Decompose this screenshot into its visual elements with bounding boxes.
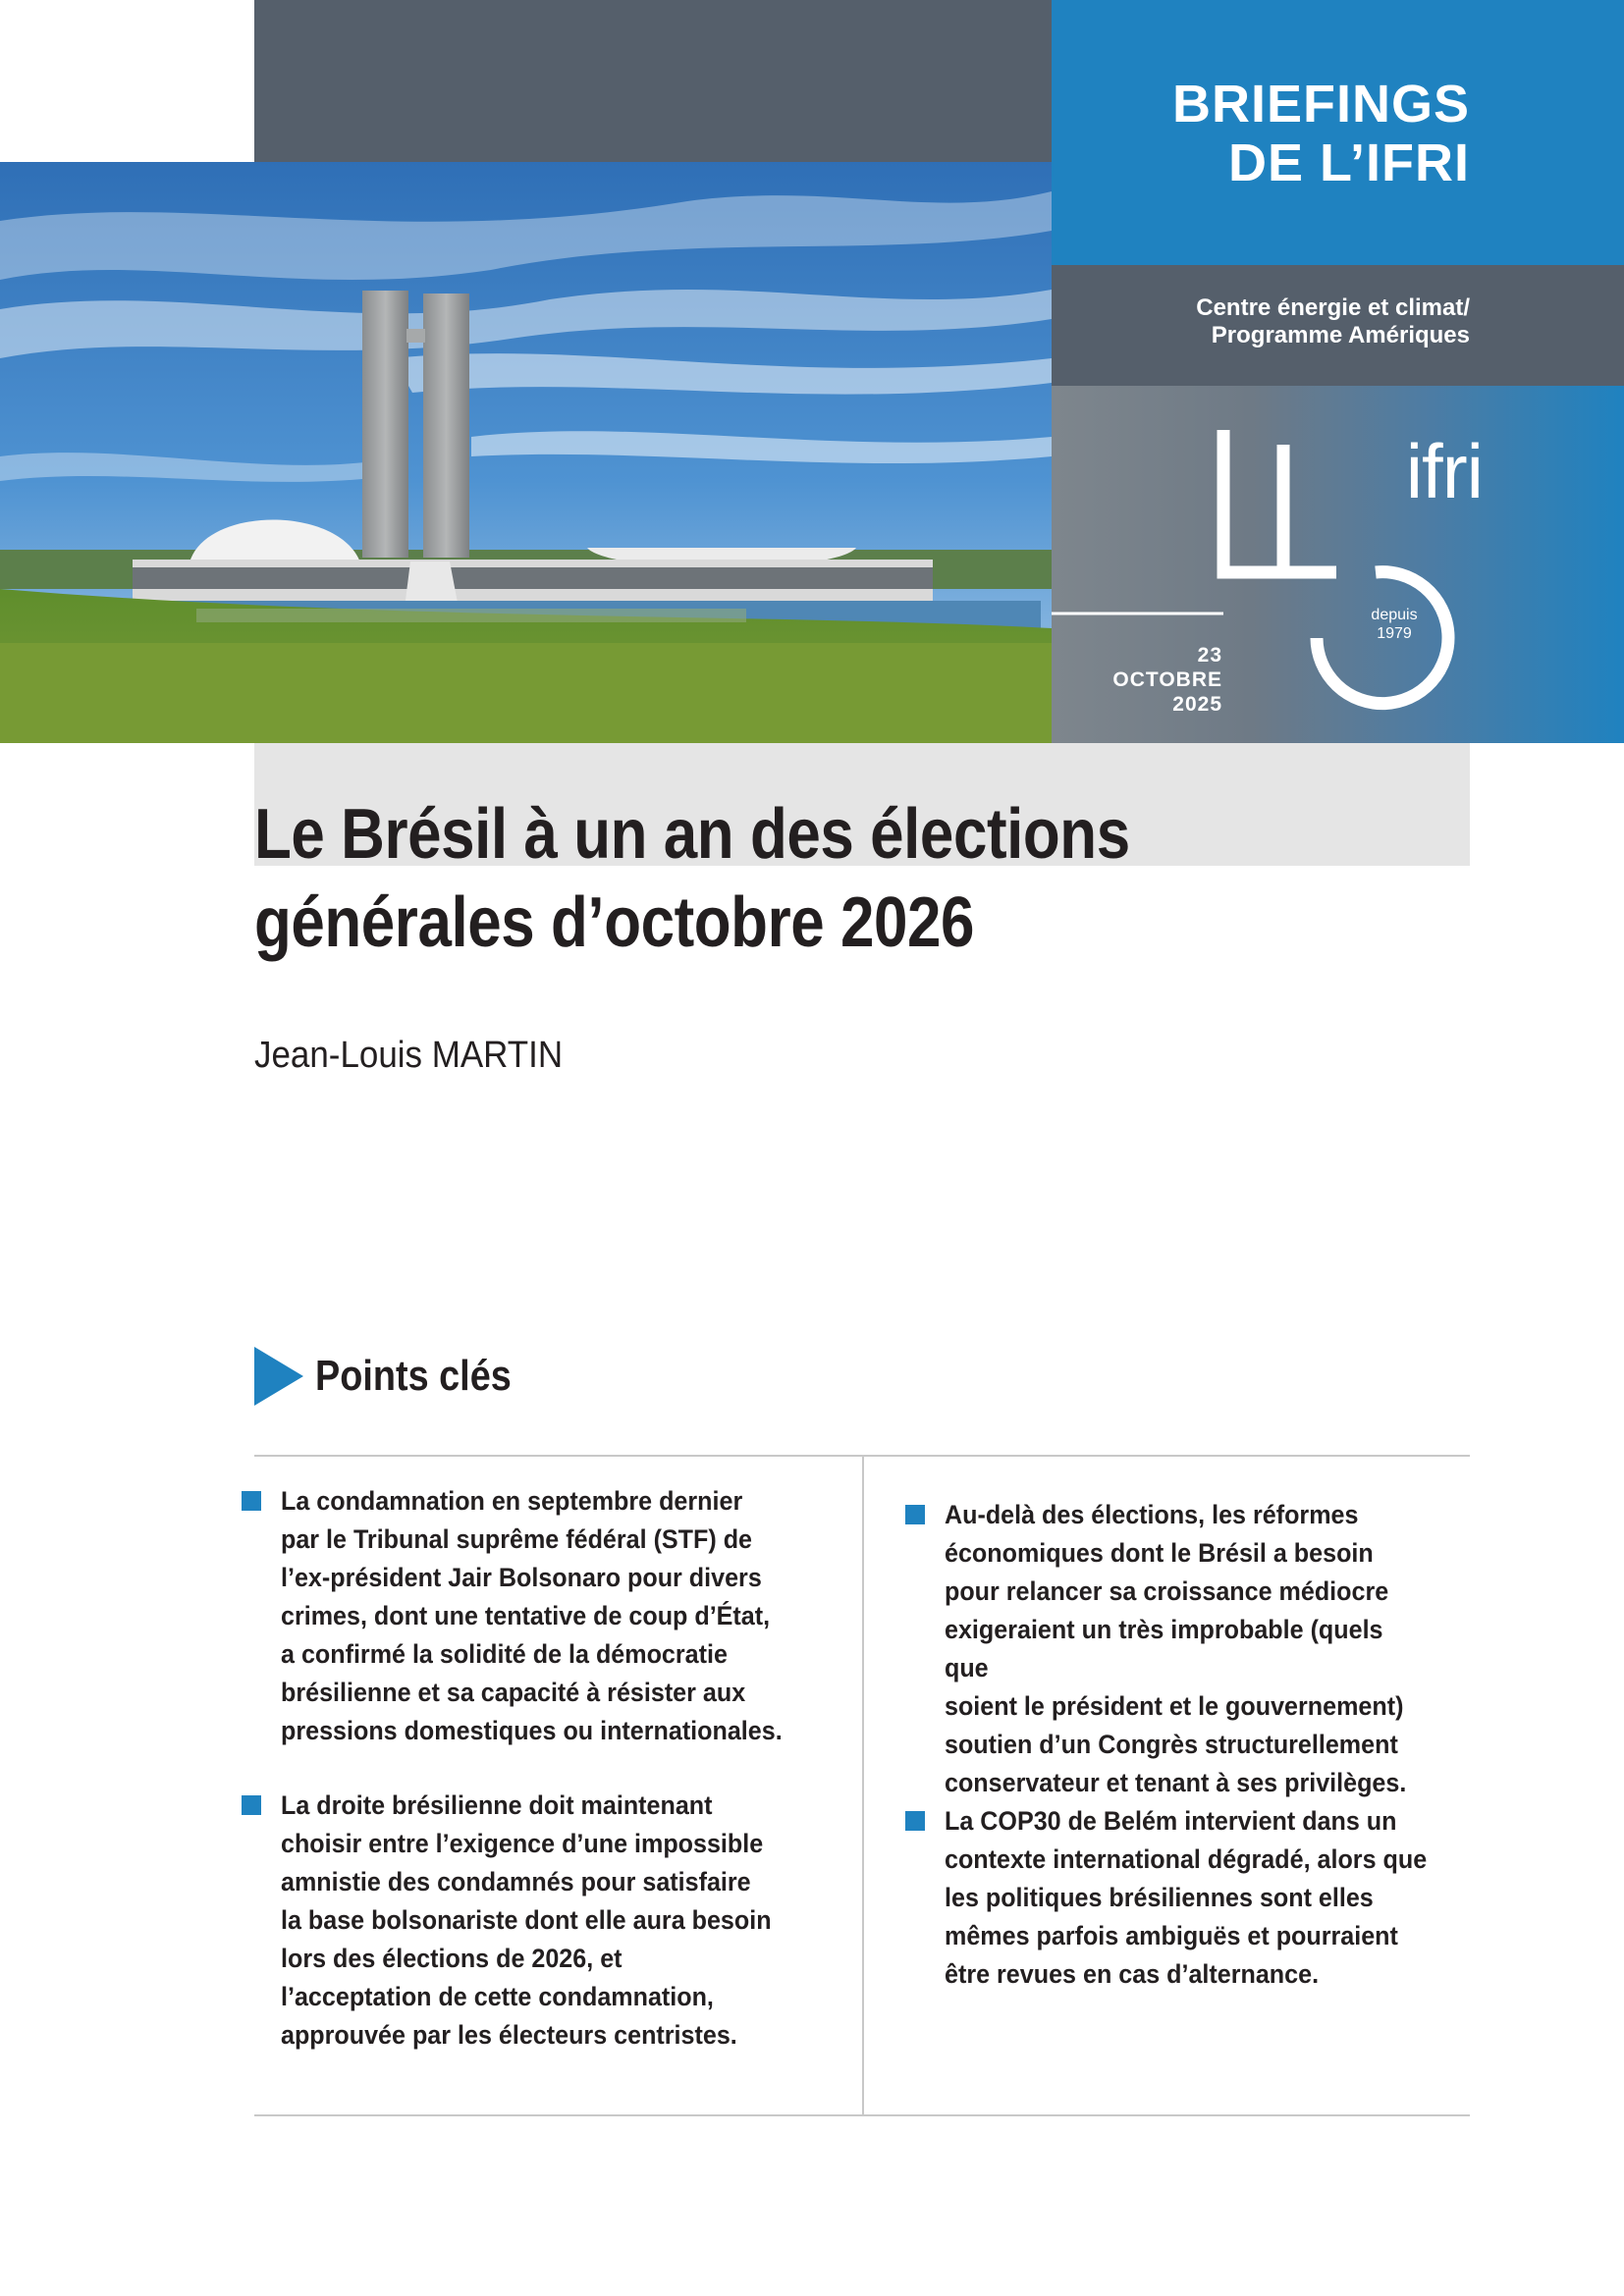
key-point-text [281, 1787, 772, 2055]
logo-since-label [1345, 606, 1443, 643]
text-line: exigeraient un très improbable (quels que [945, 1615, 1383, 1682]
text-line: La condamnation en septembre dernier [281, 1486, 743, 1516]
series-title-line1: BRIEFINGS [1171, 75, 1470, 133]
text-line: les politiques brésiliennes sont elles [945, 1883, 1374, 1912]
program-label [1052, 294, 1470, 349]
bullet-square-icon [242, 1795, 261, 1815]
bullet-square-icon [905, 1505, 925, 1524]
text-line: pour relancer sa croissance médiocre [945, 1576, 1389, 1606]
depuis-line1: depuis [1371, 607, 1418, 623]
text-line: La droite brésilienne doit maintenant [281, 1790, 713, 1820]
key-points-heading: Points clés [315, 1352, 512, 1400]
text-line: choisir entre l’exigence d’une impossible [281, 1829, 764, 1858]
text-line: être revues en cas d’alternance. [945, 1959, 1320, 1989]
date-month: OCTOBRE [1112, 668, 1222, 691]
text-line: soient le président et le gouvernement) [945, 1691, 1404, 1721]
text-line: La COP30 de Belém intervient dans un [945, 1806, 1397, 1836]
title-line1: Le Brésil à un an des élections [254, 795, 1130, 874]
text-line: approuvée par les électeurs centristes. [281, 2020, 737, 2050]
key-point-2 [242, 1787, 831, 2071]
text-line: brésilienne et sa capacité à résister aux [281, 1678, 746, 1707]
publication-date [1070, 643, 1222, 717]
text-line: pressions domestiques ou internationales. [281, 1716, 783, 1745]
program-line2: Programme Amériques [1211, 322, 1470, 348]
bullet-square-icon [905, 1811, 925, 1831]
header-top-band [254, 0, 1052, 162]
text-line: par le Tribunal suprême fédéral (STF) de [281, 1524, 752, 1554]
document-title [254, 790, 1335, 967]
series-title-line2: DE L’IFRI [1227, 133, 1470, 192]
program-line1: Centre énergie et climat/ [1196, 294, 1470, 321]
text-line: l’ex-président Jair Bolsonaro pour divers [281, 1563, 762, 1592]
cover-photo-brasilia-congress [0, 162, 1052, 743]
text-line: conservateur et tenant à ses privilèges. [945, 1768, 1407, 1797]
series-title [1052, 75, 1470, 192]
key-point-text [945, 1802, 1427, 1994]
author-name: Jean-Louis MARTIN [254, 1035, 564, 1076]
text-line: a confirmé la solidité de la démocratie [281, 1639, 728, 1669]
key-point-4 [905, 1802, 1470, 2008]
text-line: Au-delà des élections, les réformes [945, 1500, 1359, 1529]
column-divider [862, 1457, 864, 2114]
divider-bottom [254, 2114, 1470, 2116]
date-day: 23 [1197, 644, 1222, 667]
title-line2: générales d’octobre 2026 [254, 883, 975, 962]
key-point-1 [242, 1482, 831, 1767]
logo-ifri-text: ifri [1405, 428, 1483, 514]
text-line: économiques dont le Brésil a besoin [945, 1538, 1374, 1568]
text-line: amnistie des condamnés pour satisfaire [281, 1867, 751, 1896]
play-arrow-icon [254, 1347, 303, 1406]
bullet-square-icon [242, 1491, 261, 1511]
date-year: 2025 [1172, 693, 1222, 716]
text-line: lors des élections de 2026, et [281, 1944, 623, 1973]
text-line: la base bolsonariste dont elle aura besoin [281, 1905, 772, 1935]
key-point-3 [905, 1496, 1470, 1797]
text-line: mêmes parfois ambiguës et pourraient [945, 1921, 1398, 1950]
text-line: soutien d’un Congrès structurellement [945, 1730, 1398, 1759]
text-line: contexte international dégradé, alors que [945, 1844, 1428, 1874]
text-line: l’acceptation de cette condamnation, [281, 1982, 714, 2011]
key-point-text [945, 1496, 1434, 1802]
text-line: crimes, dont une tentative de coup d’État, [281, 1601, 771, 1630]
key-point-text [281, 1482, 783, 1750]
depuis-line2: 1979 [1377, 625, 1412, 642]
